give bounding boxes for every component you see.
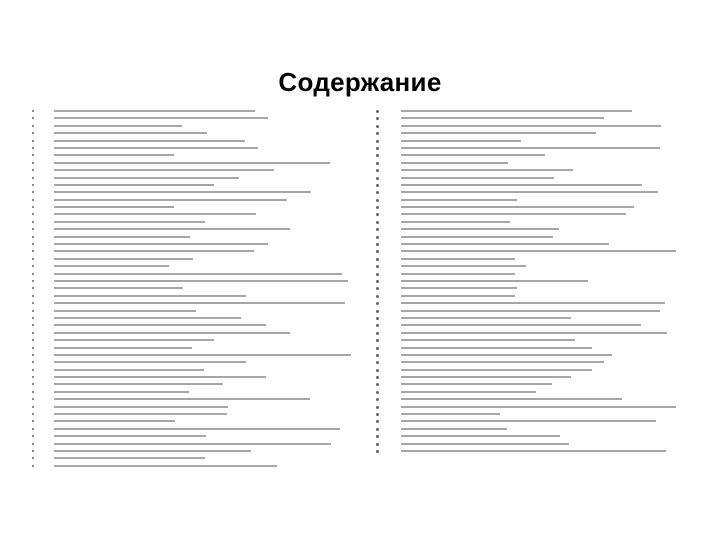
contents-entry-placeholder <box>401 206 634 208</box>
contents-entry <box>376 367 692 374</box>
contents-entry <box>32 115 368 122</box>
contents-entry-placeholder <box>401 443 569 445</box>
contents-entry <box>376 315 692 322</box>
contents-entry-placeholder <box>54 265 169 267</box>
contents-entry-placeholder <box>401 199 517 201</box>
contents-entry <box>32 404 368 411</box>
contents-entry <box>32 204 368 211</box>
contents-entry <box>376 175 692 182</box>
contents-entry-placeholder <box>401 221 510 223</box>
contents-entry-placeholder <box>401 383 552 385</box>
contents-entry <box>32 123 368 130</box>
contents-entry-placeholder <box>401 413 500 415</box>
contents-list-right <box>376 108 692 455</box>
contents-entry-placeholder <box>54 154 174 156</box>
contents-entry <box>32 418 368 425</box>
contents-entry-placeholder <box>401 213 626 215</box>
contents-entry-placeholder <box>401 258 515 260</box>
contents-entry-placeholder <box>54 117 268 119</box>
contents-entry <box>376 441 692 448</box>
contents-entry <box>376 396 692 403</box>
contents-entry <box>376 226 692 233</box>
contents-entry <box>32 211 368 218</box>
contents-entry <box>376 123 692 130</box>
contents-entry <box>376 285 692 292</box>
contents-entry-placeholder <box>401 265 526 267</box>
contents-entry-placeholder <box>401 191 658 193</box>
contents-entry <box>376 204 692 211</box>
contents-entry-placeholder <box>401 420 656 422</box>
contents-entry-placeholder <box>54 302 345 304</box>
contents-entry <box>376 389 692 396</box>
contents-entry <box>32 330 368 337</box>
contents-entry-placeholder <box>401 154 545 156</box>
contents-entry-placeholder <box>54 184 214 186</box>
contents-entry <box>32 152 368 159</box>
contents-entry <box>376 278 692 285</box>
contents-entry <box>32 108 368 115</box>
contents-entry <box>376 152 692 159</box>
contents-entry-placeholder <box>54 280 348 282</box>
contents-entry <box>32 219 368 226</box>
contents-entry-placeholder <box>54 398 310 400</box>
contents-entry <box>376 381 692 388</box>
contents-entry <box>376 108 692 115</box>
contents-entry-placeholder <box>54 132 207 134</box>
contents-entry <box>376 197 692 204</box>
contents-entry <box>32 463 368 470</box>
contents-entry <box>376 337 692 344</box>
contents-entry-placeholder <box>54 228 290 230</box>
contents-entry <box>376 241 692 248</box>
contents-entry-placeholder <box>54 332 290 334</box>
contents-entry <box>32 367 368 374</box>
contents-entry <box>32 130 368 137</box>
contents-entry-placeholder <box>54 413 227 415</box>
contents-entry <box>32 248 368 255</box>
contents-entry-placeholder <box>54 406 228 408</box>
contents-entry-placeholder <box>401 280 588 282</box>
contents-entry-placeholder <box>54 147 258 149</box>
contents-entry <box>376 130 692 137</box>
contents-entry <box>32 197 368 204</box>
contents-entry <box>32 175 368 182</box>
contents-entry-placeholder <box>401 273 515 275</box>
contents-entry-placeholder <box>54 443 331 445</box>
contents-entry <box>32 374 368 381</box>
contents-entry-placeholder <box>401 110 632 112</box>
contents-entry-placeholder <box>401 117 604 119</box>
contents-entry-placeholder <box>54 457 205 459</box>
contents-entry <box>376 167 692 174</box>
contents-entry <box>32 189 368 196</box>
contents-entry <box>376 404 692 411</box>
contents-entry <box>376 308 692 315</box>
contents-entry-placeholder <box>401 243 609 245</box>
contents-entry <box>32 278 368 285</box>
contents-entry <box>376 211 692 218</box>
contents-entry <box>376 426 692 433</box>
contents-entry <box>376 330 692 337</box>
contents-entry <box>376 433 692 440</box>
contents-entry <box>376 359 692 366</box>
contents-entry-placeholder <box>401 228 559 230</box>
contents-entry <box>32 433 368 440</box>
contents-entry-placeholder <box>54 177 239 179</box>
contents-entry <box>376 160 692 167</box>
contents-entry-placeholder <box>401 236 553 238</box>
contents-entry-placeholder <box>401 347 592 349</box>
contents-entry-placeholder <box>54 206 174 208</box>
contents-entry-placeholder <box>401 169 573 171</box>
contents-entry <box>32 352 368 359</box>
contents-entry <box>32 293 368 300</box>
contents-entry <box>32 308 368 315</box>
contents-entry-placeholder <box>54 310 196 312</box>
contents-entry <box>376 322 692 329</box>
contents-entry-placeholder <box>54 435 206 437</box>
contents-entry-placeholder <box>401 184 642 186</box>
contents-entry-placeholder <box>54 450 251 452</box>
contents-entry-placeholder <box>401 317 571 319</box>
contents-entry <box>32 145 368 152</box>
contents-entry <box>32 322 368 329</box>
contents-entry <box>376 374 692 381</box>
contents-entry-placeholder <box>401 398 622 400</box>
contents-entry <box>32 359 368 366</box>
contents-entry-placeholder <box>54 250 254 252</box>
contents-entry <box>32 263 368 270</box>
contents-entry-placeholder <box>54 169 274 171</box>
contents-entry <box>32 285 368 292</box>
contents-entry <box>376 248 692 255</box>
contents-entry <box>376 300 692 307</box>
contents-entry-placeholder <box>54 428 340 430</box>
contents-entry-placeholder <box>54 420 175 422</box>
contents-entry-placeholder <box>54 140 245 142</box>
contents-entry <box>376 234 692 241</box>
contents-entry <box>376 418 692 425</box>
contents-entry-placeholder <box>54 347 192 349</box>
contents-entry <box>32 455 368 462</box>
contents-entry-placeholder <box>54 383 223 385</box>
contents-entry-placeholder <box>401 332 667 334</box>
contents-entry <box>32 345 368 352</box>
contents-entry <box>32 411 368 418</box>
contents-entry <box>376 182 692 189</box>
contents-entry-placeholder <box>54 110 255 112</box>
contents-entry-placeholder <box>54 191 311 193</box>
contents-entry-placeholder <box>54 391 189 393</box>
contents-entry-placeholder <box>401 147 660 149</box>
contents-entry <box>32 381 368 388</box>
contents-entry-placeholder <box>401 339 575 341</box>
contents-entry <box>32 426 368 433</box>
contents-entry <box>32 389 368 396</box>
contents-entry <box>32 256 368 263</box>
slide-title: Содержание <box>278 67 442 98</box>
contents-entry <box>376 145 692 152</box>
contents-entry <box>32 234 368 241</box>
contents-entry <box>32 182 368 189</box>
contents-entry <box>376 352 692 359</box>
contents-entry-placeholder <box>401 354 612 356</box>
contents-entry-placeholder <box>401 310 660 312</box>
contents-entry-placeholder <box>401 162 508 164</box>
contents-entry-placeholder <box>54 317 241 319</box>
contents-entry-placeholder <box>401 250 676 252</box>
contents-entry <box>376 293 692 300</box>
contents-entry-placeholder <box>54 339 214 341</box>
contents-entry-placeholder <box>54 273 342 275</box>
contents-list-left <box>32 108 368 470</box>
contents-entry-placeholder <box>54 324 266 326</box>
contents-entry-placeholder <box>54 213 256 215</box>
contents-entry-placeholder <box>401 324 641 326</box>
contents-entry <box>376 115 692 122</box>
contents-entry-placeholder <box>54 361 246 363</box>
contents-entry-placeholder <box>401 177 554 179</box>
contents-entry-placeholder <box>401 369 592 371</box>
contents-entry <box>32 315 368 322</box>
contents-entry <box>376 411 692 418</box>
contents-entry-placeholder <box>54 465 277 467</box>
contents-entry-placeholder <box>54 162 330 164</box>
contents-entry-placeholder <box>54 287 183 289</box>
contents-entry-placeholder <box>401 302 665 304</box>
contents-entry-placeholder <box>401 295 515 297</box>
contents-entry <box>32 167 368 174</box>
contents-entry-placeholder <box>401 435 560 437</box>
contents-entry-placeholder <box>401 428 507 430</box>
contents-entry-placeholder <box>54 295 246 297</box>
contents-entry-placeholder <box>54 125 182 127</box>
contents-entry-placeholder <box>401 450 666 452</box>
contents-entry <box>376 256 692 263</box>
contents-entry <box>32 271 368 278</box>
contents-entry-placeholder <box>54 221 205 223</box>
contents-entry <box>32 448 368 455</box>
contents-entry <box>32 160 368 167</box>
contents-entry <box>376 189 692 196</box>
contents-entry <box>32 337 368 344</box>
contents-entry <box>32 138 368 145</box>
contents-entry <box>376 448 692 455</box>
contents-entry-placeholder <box>401 391 536 393</box>
contents-entry-placeholder <box>401 406 676 408</box>
contents-entry <box>32 241 368 248</box>
contents-entry-placeholder <box>54 199 287 201</box>
contents-entry <box>376 219 692 226</box>
contents-entry-placeholder <box>54 369 204 371</box>
contents-entry-placeholder <box>401 140 521 142</box>
contents-entry <box>376 263 692 270</box>
contents-entry-placeholder <box>54 243 268 245</box>
contents-entry-placeholder <box>401 287 517 289</box>
contents-entry <box>376 271 692 278</box>
contents-entry-placeholder <box>54 376 266 378</box>
contents-entry-placeholder <box>401 132 596 134</box>
contents-entry-placeholder <box>401 376 571 378</box>
contents-entry-placeholder <box>401 125 661 127</box>
contents-entry-placeholder <box>401 361 604 363</box>
contents-entry-placeholder <box>54 354 351 356</box>
contents-entry-placeholder <box>54 236 190 238</box>
contents-entry-placeholder <box>54 258 193 260</box>
contents-entry <box>32 441 368 448</box>
contents-entry <box>376 138 692 145</box>
contents-entry <box>32 300 368 307</box>
contents-entry <box>32 396 368 403</box>
contents-entry <box>376 345 692 352</box>
contents-entry <box>32 226 368 233</box>
